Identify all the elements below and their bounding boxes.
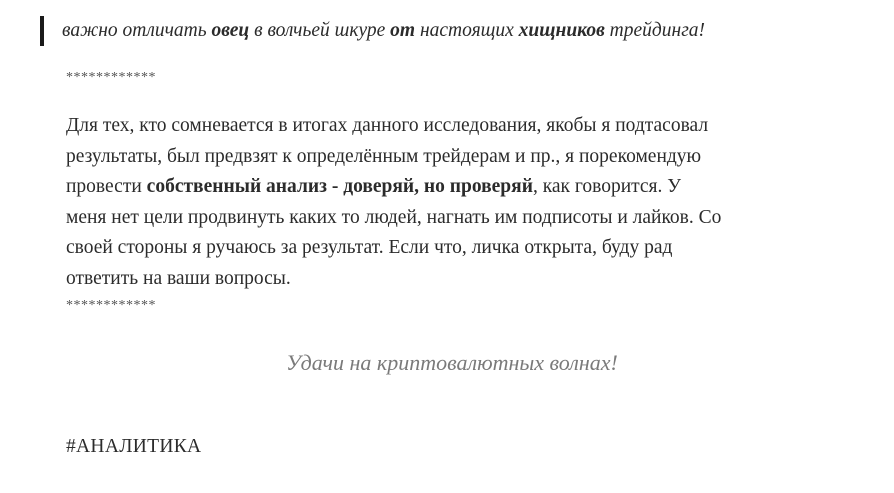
separator-top: ************ [66, 70, 156, 85]
paragraph-emphasis: собственный анализ - доверяй, но проверяй [146, 176, 533, 198]
body-paragraph [66, 111, 856, 295]
blockquote [40, 16, 880, 46]
quote-emphasis: овец [211, 20, 250, 41]
paragraph-line: Для тех, кто сомневается в итогах данного исследования, якобы я подтасовал [66, 115, 709, 136]
quote-text: настоящих [415, 20, 519, 41]
quote-emphasis: хищников [518, 20, 605, 41]
paragraph-line: результаты, был предвзят к определённым трейдерам и пр., я порекомендую [66, 145, 702, 167]
paragraph-line: меня нет цели продвинуть каких то людей, нагнать им подписоты и лайков. Со [66, 206, 722, 228]
closing-line: Удачи на криптовалютных волнах! [286, 350, 618, 375]
paragraph-line: ответить на ваши вопросы. [66, 267, 291, 289]
separator-bottom: ************ [66, 298, 156, 313]
paragraph-line [66, 172, 856, 203]
paragraph-line: своей стороны я ручаюсь за результат. Если что, личка открыта, буду рад [66, 237, 673, 259]
paragraph-text: провести [66, 176, 147, 198]
quote-text: в волчьей шкуре [249, 20, 391, 41]
quote-text: важно отличать [62, 20, 212, 41]
hashtag-link[interactable]: #АНАЛИТИКА [66, 436, 202, 457]
quote-emphasis: от [390, 20, 416, 41]
paragraph-text: , как говорится. У [532, 176, 682, 198]
quote-text: трейдинга! [604, 20, 706, 41]
